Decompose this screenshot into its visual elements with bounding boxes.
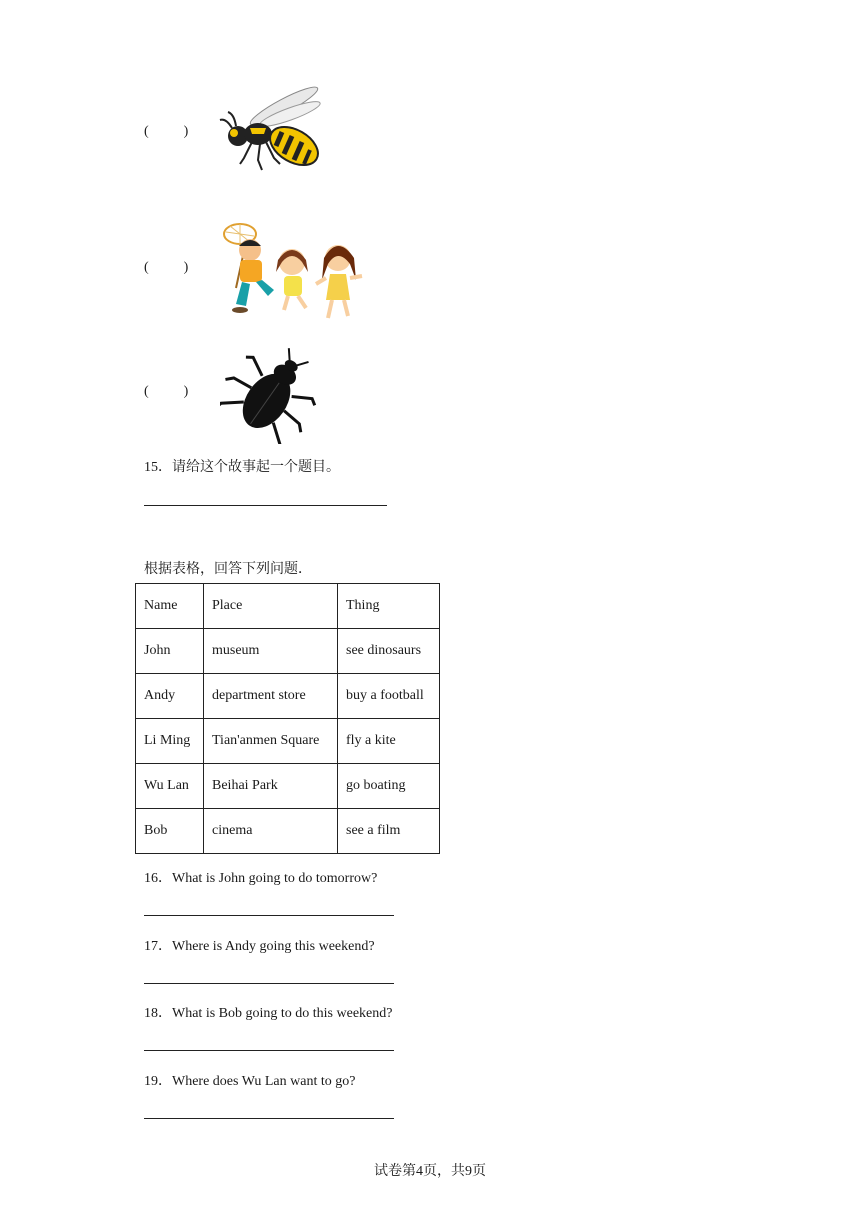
header-thing: Thing (338, 584, 440, 629)
table-row (136, 809, 440, 854)
cell-name: Andy (136, 674, 204, 719)
table-row (136, 719, 440, 764)
cell-place: Tian'anmen Square (204, 719, 338, 764)
cell-name: John (136, 629, 204, 674)
beetle-icon (220, 344, 320, 444)
wasp-icon (218, 84, 324, 176)
question-16: 16．What is John going to do tomorrow? (144, 871, 378, 886)
answer-paren-3[interactable]: ( ) (144, 384, 189, 399)
cell-thing: go boating (338, 764, 440, 809)
answer-line-15[interactable] (144, 505, 387, 506)
cell-name: Bob (136, 809, 204, 854)
question-19: 19．Where does Wu Lan want to go? (144, 1074, 356, 1089)
info-table (135, 583, 440, 854)
cell-thing: see a film (338, 809, 440, 854)
cell-name: Wu Lan (136, 764, 204, 809)
answer-paren-1[interactable]: ( ) (144, 124, 189, 139)
answer-line-19[interactable] (144, 1118, 394, 1119)
cell-thing: see dinosaurs (338, 629, 440, 674)
question-17: 17．Where is Andy going this weekend? (144, 939, 375, 954)
answer-line-16[interactable] (144, 915, 394, 916)
table-header-row (136, 584, 440, 629)
cell-thing: fly a kite (338, 719, 440, 764)
cell-place: Beihai Park (204, 764, 338, 809)
cell-name: Li Ming (136, 719, 204, 764)
cell-place: museum (204, 629, 338, 674)
table-row (136, 674, 440, 719)
header-place: Place (204, 584, 338, 629)
cell-place: department store (204, 674, 338, 719)
answer-paren-2[interactable]: ( ) (144, 260, 189, 275)
children-with-net-icon (216, 218, 368, 326)
question-18: 18．What is Bob going to do this weekend? (144, 1006, 393, 1021)
page-footer: 试卷第4页，共9页 (374, 1164, 486, 1179)
question-15: 15．请给这个故事起一个题目。 (144, 460, 340, 475)
table-row (136, 764, 440, 809)
table-intro: 根据表格，回答下列问题． (144, 562, 312, 577)
header-name: Name (136, 584, 204, 629)
table-row (136, 629, 440, 674)
cell-place: cinema (204, 809, 338, 854)
answer-line-17[interactable] (144, 983, 394, 984)
answer-line-18[interactable] (144, 1050, 394, 1051)
cell-thing: buy a football (338, 674, 440, 719)
